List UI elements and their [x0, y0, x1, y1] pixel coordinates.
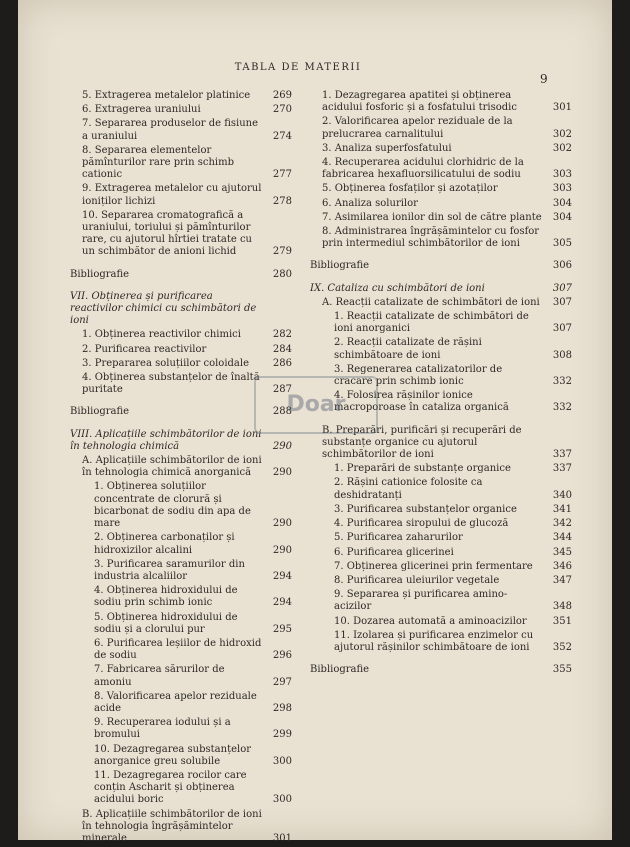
- toc-entry: [70, 90, 292, 102]
- toc-entry-page: 288: [272, 406, 292, 418]
- toc-entry-page: 300: [272, 755, 292, 767]
- toc-entry-page: 279: [272, 246, 292, 258]
- toc-entry-title: B. Preparări, purificări și recuperări de substanțe organice cu ajutorul schimbătorilor de ioni: [322, 424, 522, 461]
- toc-entry-title: 8. Separarea elementelor pămînturilor rare prin schimb cationic: [82, 144, 234, 181]
- toc-entry: [310, 477, 572, 501]
- toc-entry-title: VIII. Aplicațiile schimbătorilor de ioni în tehnologia chimică: [70, 428, 262, 452]
- toc-entry-title: 1. Obținerea soluțiilor concentrate de clorură și bicarbonat de sodiu din apa de mare: [94, 481, 251, 530]
- toc-entry-page: 303: [552, 169, 572, 181]
- toc-entry: [70, 481, 292, 530]
- toc-entry-page: 301: [552, 102, 572, 114]
- toc-entry-title: Bibliografie: [70, 406, 130, 418]
- toc-entry-title: 2. Rășini cationice folosite ca deshidratanți: [334, 477, 483, 501]
- toc-entry: [310, 260, 572, 272]
- toc-entry: [70, 612, 292, 636]
- toc-entry-title: 1. Dezagregarea apatitei și obținerea acidului fosforic și a fosfatului trisodic: [322, 90, 517, 114]
- toc-entry-page: 280: [272, 268, 292, 280]
- page-number: 9: [540, 72, 548, 86]
- toc-entry: [310, 90, 572, 114]
- toc-entry-title: 5. Obținerea fosfaților și azotaților: [322, 183, 498, 195]
- toc-entry: [70, 344, 292, 356]
- toc-entry-page: 295: [272, 623, 292, 635]
- toc-entry-page: 302: [552, 142, 572, 154]
- toc-entry-title: 5. Purificarea zaharurilor: [334, 532, 463, 544]
- toc-entry-title: 2. Purificarea reactivilor: [82, 343, 207, 355]
- toc-entry-page: 337: [552, 449, 572, 461]
- toc-entry-page: 290: [272, 440, 292, 452]
- toc-entry-title: IX. Cataliza cu schimbători de ioni: [310, 282, 485, 294]
- toc-entry: [310, 547, 572, 559]
- toc-entry-title: VII. Obținerea și purificarea reactivilor chimici cu schimbători de ioni: [70, 290, 257, 327]
- toc-entry-title: 2. Obținerea carbonaților și hidroxizilor alcalini: [94, 532, 235, 556]
- toc-entry-title: 7. Asimilarea ionilor din sol de către plante: [322, 211, 542, 223]
- toc-entry: [70, 717, 292, 741]
- toc-entry-title: Bibliografie: [70, 268, 130, 280]
- toc-entry: [70, 183, 292, 207]
- toc-entry-title: 4. Obținerea hidroxidului de sodiu prin schimb ionic: [94, 585, 238, 609]
- toc-entry-title: 10. Dozarea automată a aminoacizilor: [334, 615, 527, 627]
- toc-entry-title: 3. Prepararea soluțiilor coloidale: [82, 357, 249, 369]
- toc-entry: [310, 532, 572, 544]
- toc-entry-title: Bibliografie: [310, 664, 370, 676]
- toc-entry-title: 6. Purificarea glicerinei: [334, 546, 454, 558]
- toc-entry: [310, 226, 572, 250]
- toc-entry-page: 302: [552, 128, 572, 140]
- toc-entry-title: 10. Separarea cromatografică a uraniului, toriului și pămînturilor rare, cu ajutorul hîrtiei tratate cu un schimbător de anioni lichid: [82, 209, 252, 258]
- toc-entry-title: 3. Regenerarea catalizatorilor de cracare prin schimb ionic: [334, 363, 503, 388]
- toc-entry-page: 284: [272, 343, 292, 355]
- toc-entry: [70, 455, 292, 479]
- toc-entry: [310, 212, 572, 224]
- toc-entry-page: 287: [272, 384, 292, 396]
- toc-entry-title: 10. Dezagregarea substanțelor anorganice greu solubile: [94, 743, 252, 767]
- toc-entry-title: A. Aplicațiile schimbătorilor de ioni în tehnologia chimică anorganică: [82, 455, 262, 479]
- toc-entry: [310, 575, 572, 587]
- toc-entry: [70, 770, 292, 807]
- toc-entry: [310, 561, 572, 573]
- toc-entry-page: 286: [272, 357, 292, 369]
- toc-entry-title: 5. Obținerea hidroxidului de sodiu și a clorului pur: [94, 611, 238, 635]
- toc-entry-page: 297: [272, 676, 292, 688]
- toc-entry-page: 342: [552, 518, 572, 530]
- toc-entry-page: 308: [552, 349, 572, 361]
- toc-entry-page: 304: [552, 197, 572, 209]
- toc-entry-title: 8. Valorificarea apelor reziduale acide: [94, 690, 257, 714]
- toc-entry-title: 1. Reacții catalizate de schimbători de ioni anorganici: [334, 311, 529, 335]
- toc-entry-title: 7. Obținerea glicerinei prin fermentare: [334, 560, 533, 572]
- toc-entry: [70, 532, 292, 556]
- toc-entry-title: 9. Extragerea metalelor cu ajutorul ioniților lichizi: [82, 183, 262, 207]
- toc-entry-page: 277: [272, 169, 292, 181]
- toc-entry-page: 270: [272, 104, 292, 116]
- toc-entry: [310, 311, 572, 335]
- toc-entry: [310, 589, 572, 613]
- toc-entry-title: 5. Extragerea metalelor platinice: [82, 90, 251, 101]
- toc-entry-page: 300: [272, 794, 292, 806]
- toc-entry-title: 3. Purificarea substanțelor organice: [334, 503, 517, 515]
- toc-left-column: [70, 90, 292, 847]
- toc-entry-page: 290: [272, 518, 292, 530]
- toc-entry: [70, 291, 292, 328]
- toc-entry: [310, 463, 572, 475]
- toc-entry-title: 2. Reacții catalizate de rășini schimbătoare de ioni: [334, 337, 482, 361]
- toc-entry-page: 337: [552, 463, 572, 475]
- toc-entry: [310, 518, 572, 530]
- toc-entry-title: 4. Obținerea substanțelor de înaltă puritate: [82, 372, 260, 396]
- toc-entry-title: 8. Administrarea îngrășămintelor cu fosfor prin intermediul schimbătorilor de ioni: [322, 226, 540, 250]
- toc-entry-page: 305: [552, 238, 572, 250]
- toc-entry-page: 290: [272, 544, 292, 556]
- toc-entry-page: 274: [272, 130, 292, 142]
- toc-entry: [310, 297, 572, 309]
- toc-entry: [70, 358, 292, 370]
- toc-entry: [310, 116, 572, 140]
- toc-entry-title: 9. Recuperarea iodului și a bromului: [94, 717, 231, 741]
- toc-entry-page: 298: [272, 702, 292, 714]
- toc-entry-page: 301: [272, 832, 292, 844]
- toc-entry-title: 6. Analiza solurilor: [322, 197, 418, 209]
- toc-entry-page: 307: [552, 282, 572, 294]
- toc-entry-page: 306: [552, 260, 572, 272]
- toc-entry: [70, 664, 292, 688]
- toc-entry: [70, 210, 292, 259]
- toc-entry-title: 2. Valorificarea apelor reziduale de la prelucrarea carnalitului: [322, 116, 513, 140]
- toc-entry: [310, 143, 572, 155]
- toc-entry: [70, 585, 292, 609]
- toc-entry-title: B. Aplicațiile schimbătorilor de ioni în tehnologia îngrășămintelor minerale: [82, 808, 262, 844]
- toc-entry: [310, 157, 572, 181]
- toc-entry-page: 278: [272, 195, 292, 207]
- toc-entry-title: 1. Obținerea reactivilor chimici: [82, 329, 241, 341]
- toc-entry: [70, 118, 292, 142]
- toc-entry-title: 11. Izolarea și purificarea enzimelor cu ajutorul rășinilor schimbătoare de ioni: [334, 629, 534, 653]
- toc-entry-title: 8. Purificarea uleiurilor vegetale: [334, 574, 500, 586]
- toc-entry-title: 4. Recuperarea acidului clorhidric de la fabricarea hexafluorsilicatului de sodiu: [322, 157, 524, 181]
- toc-entry-title: A. Reacții catalizate de schimbători de ioni: [322, 296, 540, 308]
- toc-entry-title: 4. Purificarea siropului de glucoză: [334, 518, 509, 530]
- toc-entry-page: 307: [552, 323, 572, 335]
- toc-entry: [70, 145, 292, 182]
- toc-entry: [310, 183, 572, 195]
- toc-entry-title: Bibliografie: [310, 260, 370, 272]
- toc-entry: [310, 198, 572, 210]
- toc-entry-page: 307: [552, 296, 572, 308]
- toc-entry-page: 282: [272, 329, 292, 341]
- toc-entry-page: 296: [272, 650, 292, 662]
- toc-entry-title: 7. Fabricarea sărurilor de amoniu: [94, 664, 225, 688]
- toc-entry-page: 351: [552, 615, 572, 627]
- toc-entry-page: 269: [272, 90, 292, 101]
- toc-entry-page: 304: [552, 211, 572, 223]
- toc-entry-page: 346: [552, 560, 572, 572]
- toc-entry-page: 344: [552, 532, 572, 544]
- toc-entry-page: 352: [552, 641, 572, 653]
- toc-entry: [70, 269, 292, 281]
- toc-entry-title: 11. Dezagregarea rocilor care conțin Ascharit și obținerea acidului boric: [94, 769, 247, 806]
- toc-entry-page: 303: [552, 183, 572, 195]
- toc-entry: [70, 559, 292, 583]
- toc-entry-page: 345: [552, 546, 572, 558]
- toc-entry: [70, 638, 292, 662]
- toc-entry-title: 7. Separarea produselor de fisiune a uraniului: [82, 118, 259, 142]
- toc-entry-title: 6. Purificarea leșiilor de hidroxid de sodiu: [94, 637, 262, 662]
- page-header: TABLA DE MATERII: [234, 62, 362, 73]
- toc-entry-page: 332: [552, 376, 572, 388]
- toc-entry-title: 1. Preparări de substanțe organice: [334, 463, 511, 475]
- toc-entry: [310, 664, 572, 676]
- toc-entry-title: 4. Folosirea rășinilor ionice macroporoase în cataliza organică: [334, 390, 509, 414]
- toc-entry-title: 3. Analiza superfosfatului: [322, 142, 452, 154]
- toc-entry-page: 340: [552, 489, 572, 501]
- toc-entry: [310, 616, 572, 628]
- toc-entry-page: 355: [552, 664, 572, 676]
- toc-entry-page: 299: [272, 729, 292, 741]
- toc-entry: [310, 283, 572, 295]
- toc-entry-page: 332: [552, 402, 572, 414]
- toc-entry-title: 3. Purificarea saramurilor din industria alcaliilor: [94, 558, 245, 582]
- toc-entry: [310, 630, 572, 654]
- toc-entry: [70, 691, 292, 715]
- toc-entry-page: 294: [272, 597, 292, 609]
- watermark-logo: Doar: [254, 376, 378, 434]
- toc-entry-title: 6. Extragerea uraniului: [82, 104, 201, 116]
- toc-entry-page: 341: [552, 503, 572, 515]
- toc-entry: [310, 504, 572, 516]
- book-page: [18, 0, 612, 844]
- toc-entry-page: 347: [552, 574, 572, 586]
- toc-entry-title: 9. Separarea și purificarea amino-acizilor: [334, 589, 508, 613]
- toc-entry: [70, 104, 292, 116]
- toc-entry: [310, 337, 572, 361]
- toc-entry-page: 348: [552, 601, 572, 613]
- toc-entry: [70, 329, 292, 341]
- toc-entry-page: 294: [272, 570, 292, 582]
- toc-entry-page: 290: [272, 467, 292, 479]
- toc-entry: [70, 744, 292, 768]
